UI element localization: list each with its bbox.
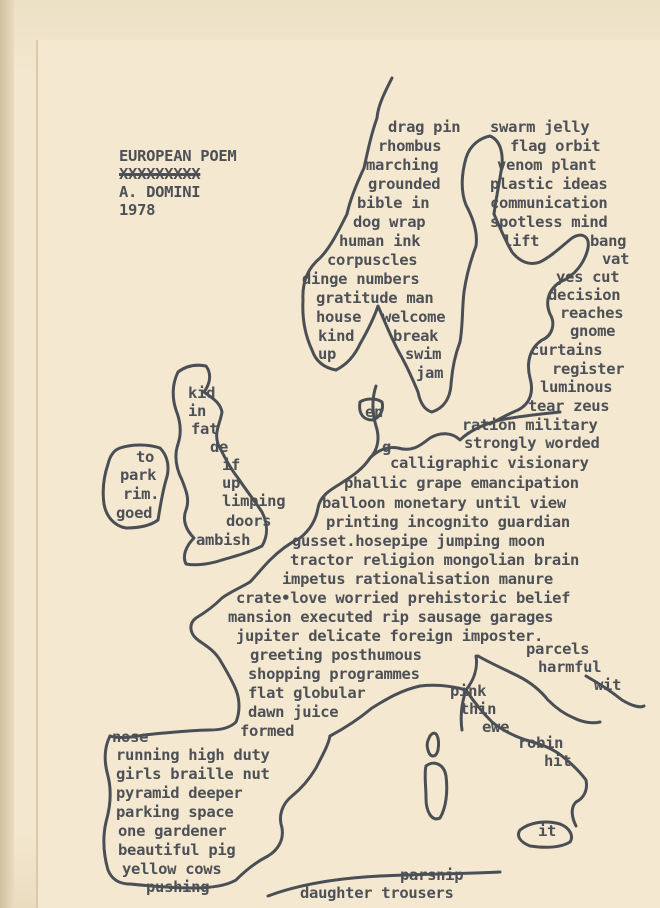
word-g: g	[382, 438, 392, 456]
word-doors: doors	[226, 512, 272, 530]
word-goed: goed	[116, 504, 153, 522]
word-kid: kid	[188, 384, 216, 402]
word-dawn-juice: dawn juice	[248, 703, 339, 721]
word-phallic-grape: phallic grape emancipation	[344, 474, 579, 492]
word-gusset-hosepipe: gusset.hosepipe jumping moon	[292, 532, 545, 550]
word-bang: bang	[590, 232, 627, 250]
word-hit: hit	[544, 752, 572, 770]
word-in: in	[188, 402, 207, 420]
word-de: de	[210, 438, 229, 456]
word-flat-globular: flat globular	[248, 684, 366, 702]
word-human-ink: human ink	[339, 232, 421, 250]
word-welcome: welcome	[382, 308, 446, 326]
word-grounded: grounded	[368, 175, 441, 193]
word-impetus: impetus rationalisation manure	[282, 570, 553, 588]
year-label: 1978	[119, 201, 156, 219]
word-flag-orbit: flag orbit	[510, 137, 601, 155]
word-bible-in: bible in	[357, 194, 430, 212]
word-nose: nose	[112, 728, 149, 746]
word-lift: lift	[503, 232, 540, 250]
word-daughter-trousers: daughter trousers	[300, 884, 454, 902]
word-plastic-ideas: plastic ideas	[490, 175, 608, 193]
word-break: break	[393, 327, 439, 345]
word-shopping-programmes: shopping programmes	[248, 665, 420, 683]
word-kind: kind	[318, 327, 355, 345]
word-curtains: curtains	[530, 341, 603, 359]
word-luminous: luminous	[540, 378, 613, 396]
word-ration-military: ration military	[462, 416, 598, 434]
word-ewe: ewe	[482, 718, 510, 736]
word-park: park	[120, 466, 157, 484]
word-one-gardener: one gardener	[118, 822, 227, 840]
word-limping: limping	[222, 492, 286, 510]
word-wit: wit	[594, 676, 622, 694]
word-thin: thin	[460, 700, 497, 718]
word-decision: decision	[548, 286, 621, 304]
word-balloon-monetary: balloon monetary until view	[322, 494, 566, 512]
word-pyramid-deeper: pyramid deeper	[116, 784, 243, 802]
word-communication: communication	[490, 194, 608, 212]
word-dinge-numbers: dinge numbers	[302, 270, 420, 288]
word-dog-wrap: dog wrap	[353, 213, 426, 231]
word-harmful: harmful	[538, 658, 602, 676]
word-marching: marching	[366, 156, 439, 174]
word-formed: formed	[240, 722, 295, 740]
word-jam: jam	[416, 364, 444, 382]
word-girls-braille-nut: girls braille nut	[116, 765, 270, 783]
word-rim: rim.	[123, 485, 160, 503]
word-ambish: ambish	[196, 531, 251, 549]
word-swarm-jelly: swarm jelly	[490, 118, 590, 136]
sardinia-outline	[425, 763, 447, 819]
word-robin: robin	[518, 734, 564, 752]
word-beautiful-pig: beautiful pig	[118, 841, 236, 859]
word-if: if	[222, 456, 241, 474]
word-register: register	[552, 360, 625, 378]
word-strongly-worded: strongly worded	[464, 434, 600, 452]
word-gnome: gnome	[570, 322, 616, 340]
word-spotless-mind: spotless mind	[490, 213, 608, 231]
word-to: to	[136, 448, 155, 466]
struck-out-text: XXXXXXXXX	[119, 165, 201, 183]
word-gratitude-man: gratitude man	[316, 289, 434, 307]
poem-title: EUROPEAN POEM	[119, 147, 237, 165]
word-yes-cut: yes cut	[556, 268, 620, 286]
word-venom-plant: venom plant	[497, 156, 597, 174]
word-reaches: reaches	[560, 304, 624, 322]
word-rhombus: rhombus	[378, 137, 442, 155]
word-fat: fat	[191, 420, 219, 438]
word-up: up	[318, 345, 337, 363]
word-greeting-posthumous: greeting posthumous	[250, 646, 422, 664]
word-up-britain: up	[222, 474, 241, 492]
word-tear-zeus: tear zeus	[528, 397, 610, 415]
word-mansion-executed: mansion executed rip sausage garages	[228, 608, 554, 626]
word-calligraphic-visionary: calligraphic visionary	[390, 454, 589, 472]
word-parcels: parcels	[526, 640, 590, 658]
word-house: house	[316, 308, 362, 326]
word-yellow-cows: yellow cows	[122, 860, 222, 878]
word-vat: vat	[602, 250, 630, 268]
corsica-outline	[427, 733, 438, 756]
author-name: A. DOMINI	[119, 183, 201, 201]
word-en: en	[365, 403, 384, 421]
word-parking-space: parking space	[116, 803, 234, 821]
word-pushing: pushing	[146, 878, 210, 896]
word-it: it	[538, 822, 557, 840]
word-crate-love: crate•love worried prehistoric belief	[236, 589, 571, 607]
word-corpuscles: corpuscles	[327, 251, 418, 269]
word-running-high-duty: running high duty	[116, 746, 270, 764]
word-drag-pin: drag pin	[388, 118, 461, 136]
word-jupiter: jupiter delicate foreign imposter.	[236, 627, 544, 645]
word-tractor-religion: tractor religion mongolian brain	[290, 551, 580, 569]
word-pink: pink	[450, 682, 487, 700]
word-printing-incognito: printing incognito guardian	[326, 513, 570, 531]
word-swim: swim	[405, 345, 442, 363]
word-parsnip: parsnip	[400, 866, 464, 884]
